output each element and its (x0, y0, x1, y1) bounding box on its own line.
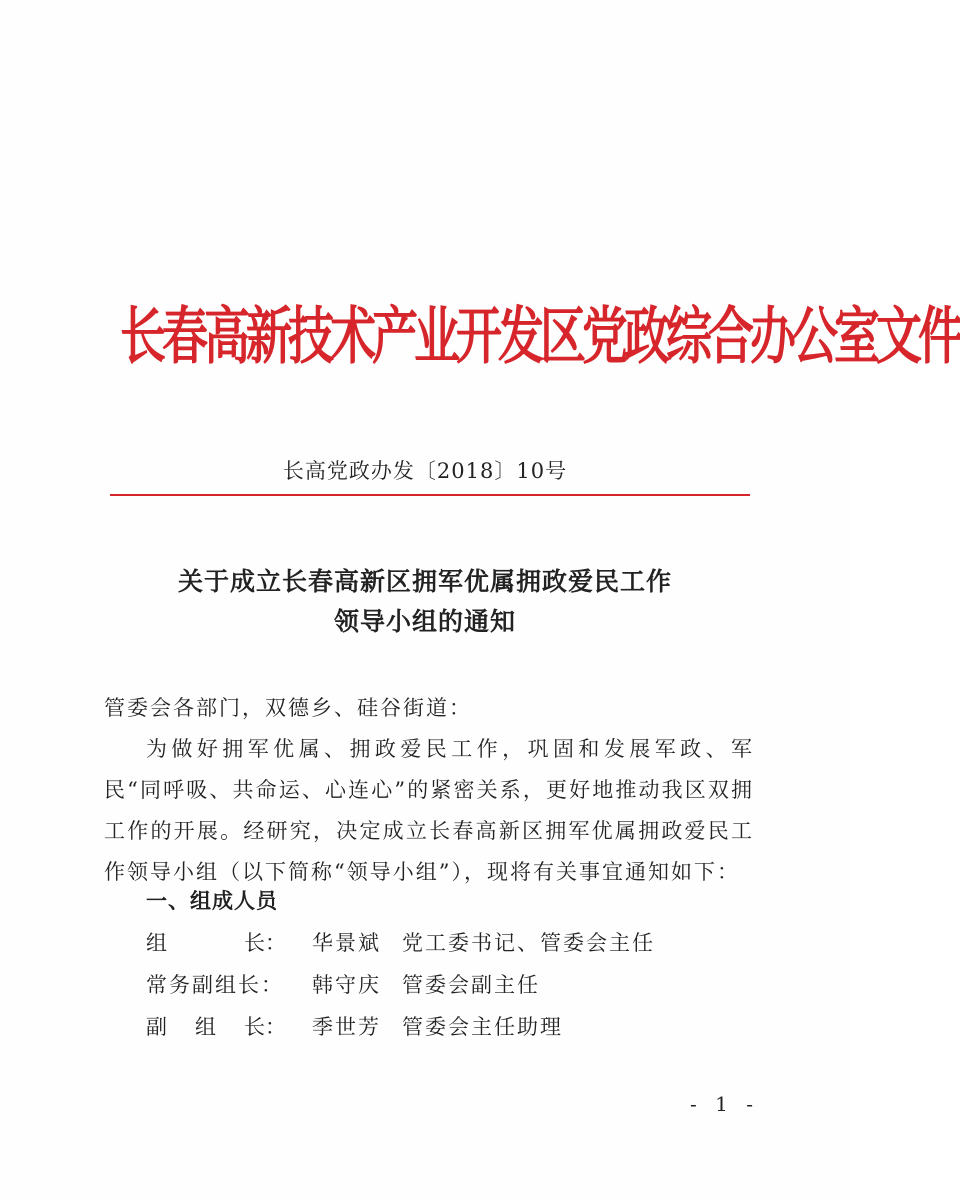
member-role-rest: 长： (244, 1015, 286, 1039)
member-name: 韩守庆 (312, 973, 381, 997)
member-role (146, 1007, 286, 1047)
member-role-char: 副 (146, 1015, 167, 1039)
issuer-red-header: 长春高新技术产业开发区党政综合办公室文件 (120, 299, 960, 373)
section-heading-members: 一、组成人员 (146, 889, 278, 913)
member-name: 华景斌 (312, 931, 381, 955)
member-role-char: 组 (195, 1015, 216, 1039)
salutation: 管委会各部门，双德乡、硅谷街道： (104, 696, 472, 720)
member-title: 党工委书记、管委会主任 (402, 931, 655, 955)
document-number: 长高党政办发〔2018〕10号 (282, 459, 568, 483)
member-title: 管委会主任助理 (402, 1015, 563, 1039)
member-role-char: 组 (146, 931, 167, 955)
body-paragraph: 为做好拥军优属、拥政爱民工作，巩固和发展军政、军民“同呼吸、共命运、心连心”的紧密关系，更好地推动我区双拥工作的开展。经研究，决定成立长春高新区拥军优属拥政爱民工作领导小组（以下简称“领导小组”），现将有关事宜通知如下： (104, 737, 754, 884)
member-title: 管委会副主任 (402, 973, 540, 997)
red-separator-line (110, 494, 750, 496)
document-title (0, 562, 850, 642)
title-line-1: 关于成立长春高新区拥军优属拥政爱民工作 (177, 567, 672, 596)
page-number: - 1 - (690, 1092, 759, 1116)
member-name: 季世芳 (312, 1015, 381, 1039)
title-line-2: 领导小组的通知 (333, 607, 516, 636)
member-role (146, 923, 286, 963)
member-role: 常务副组长： (146, 973, 284, 997)
member-role-rest: 长： (244, 931, 286, 955)
